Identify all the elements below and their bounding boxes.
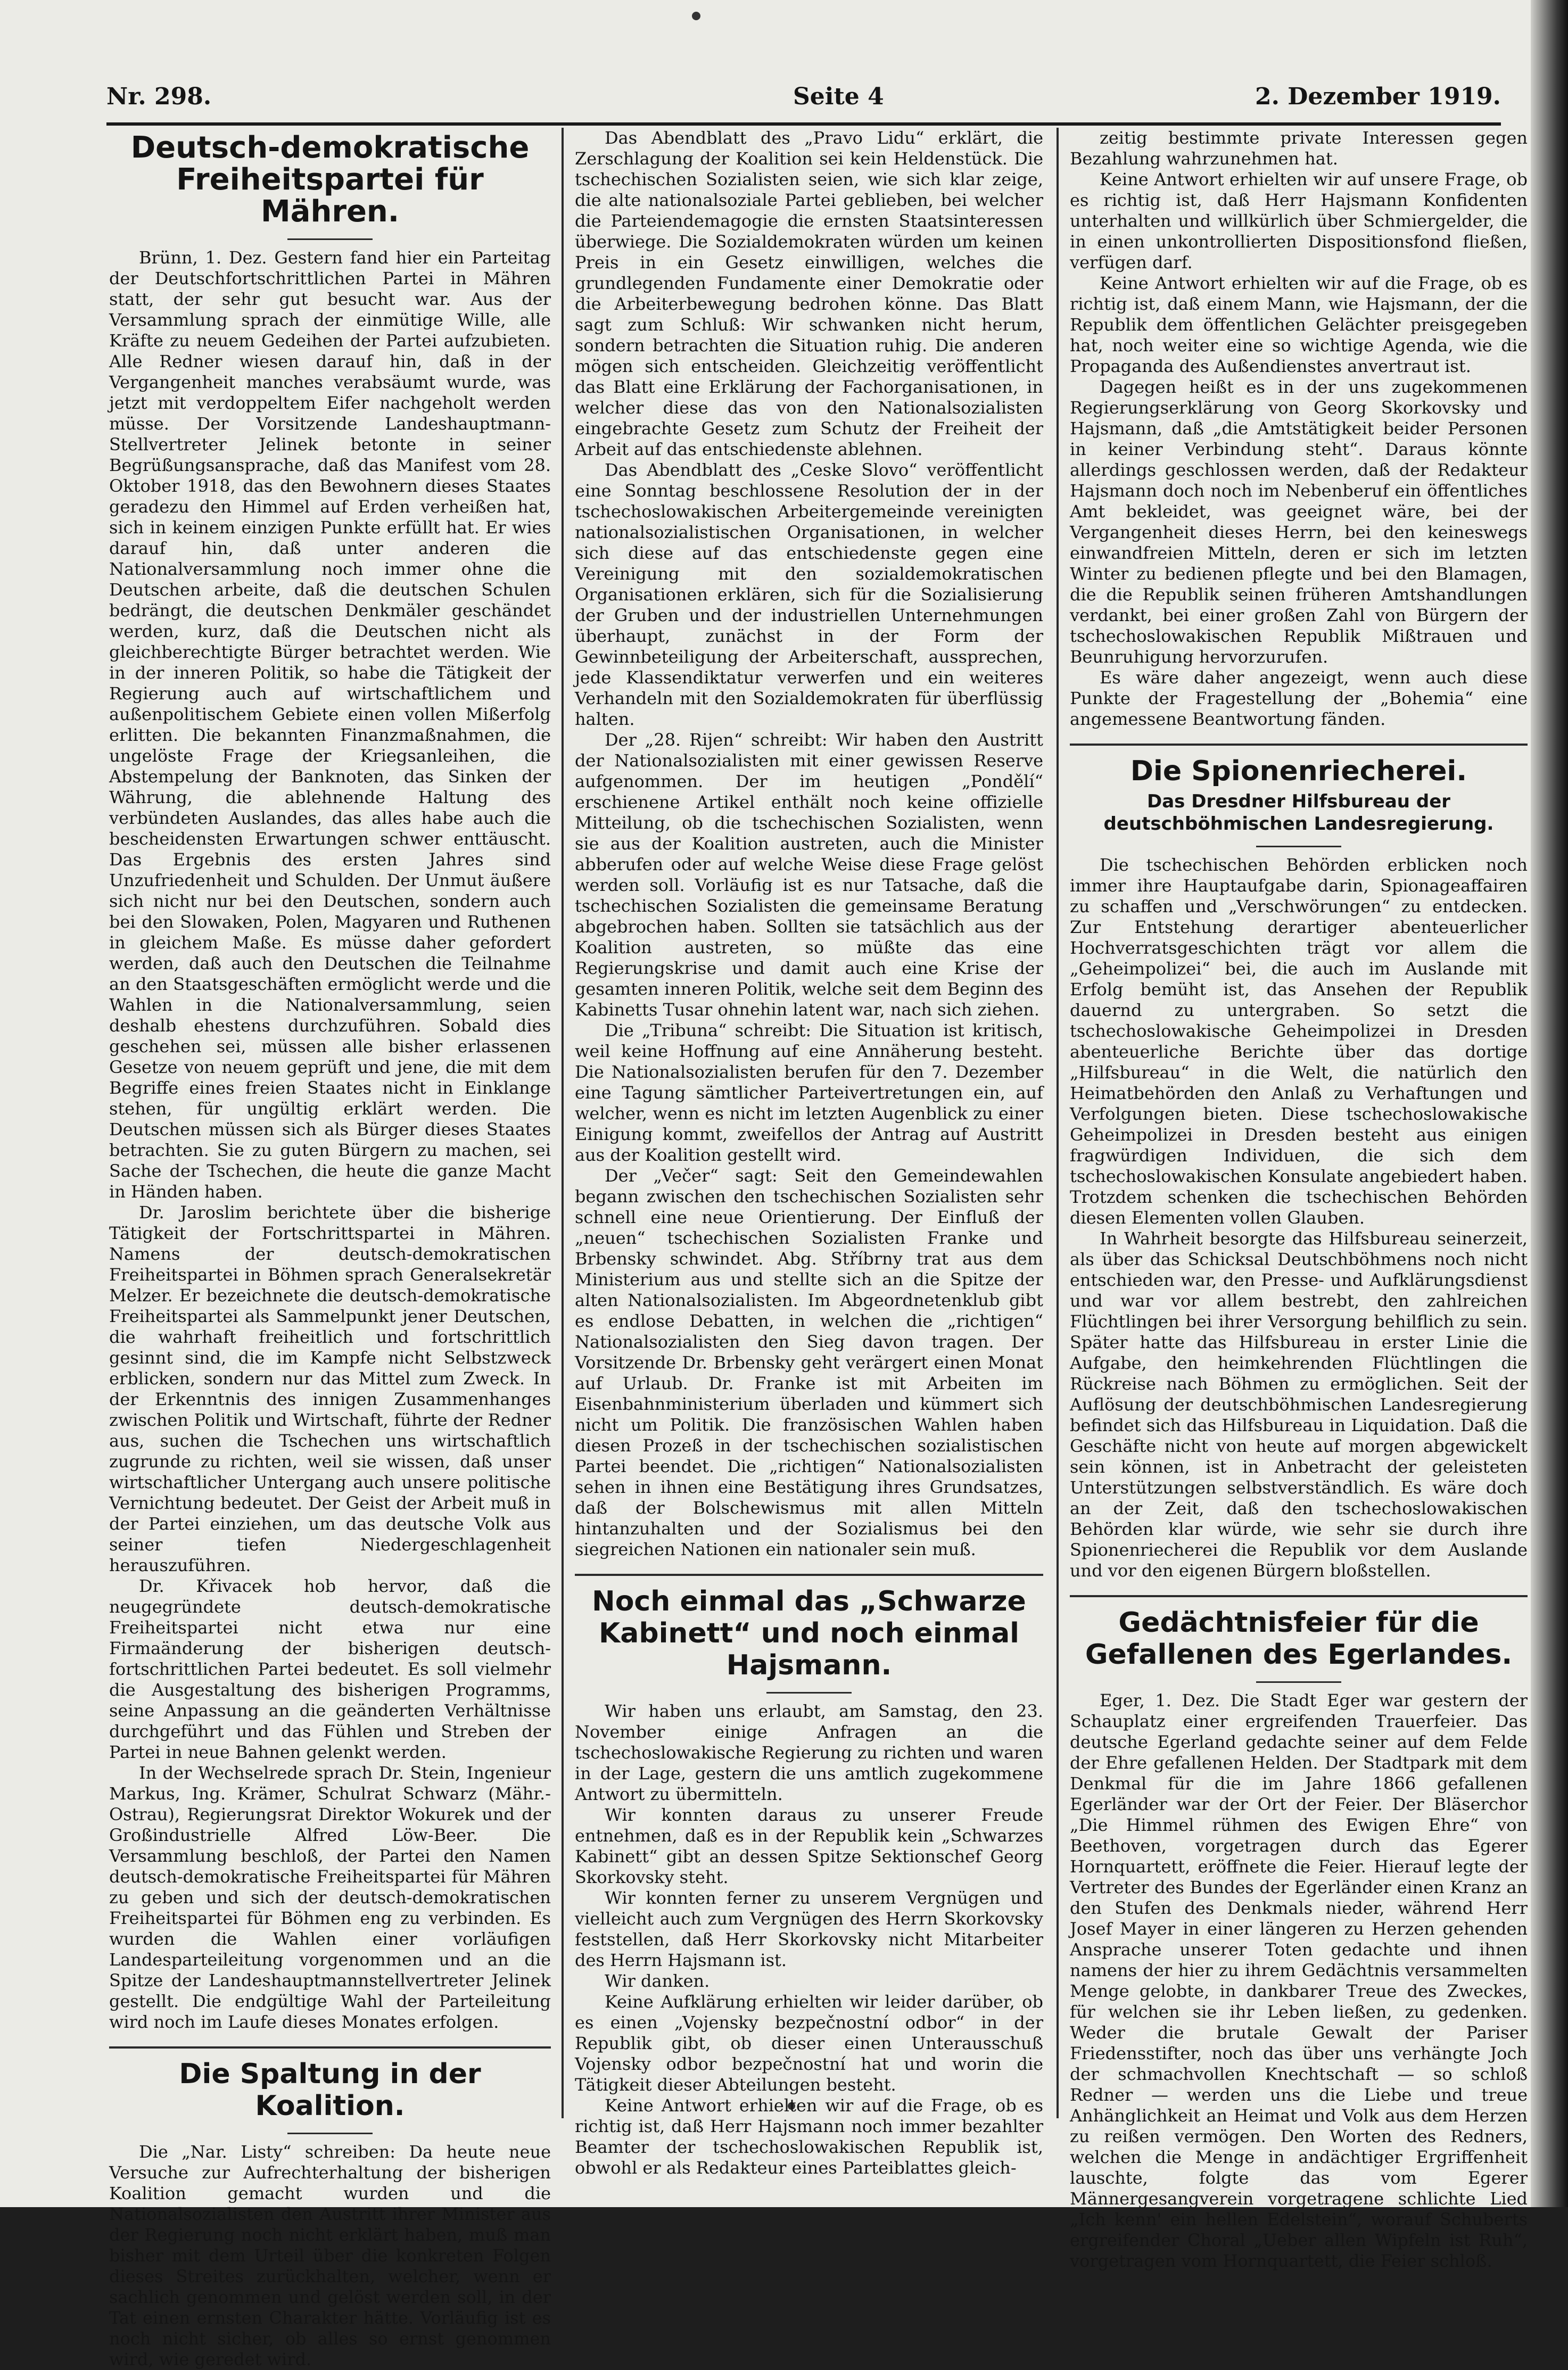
article-headline: Die Spionenriecherei. xyxy=(1130,755,1467,787)
article-paragraph: Das Abendblatt des „Ceske Slovo“ veröffentlicht eine Sonntag beschlossene Resolution der in der tschechoslowakischen Arbeitergemeinde vereinigten nationalsozialistischen Organisationen, in welcher sich diese auf das entschiedenste gegen eine Vereinigung mit den sozialdemokratischen Organisationen erklären, sich für die Sozialisierung der Gruben und der industriellen Unternehmungen überhaupt, zunächst in der Form der Gewinnbeteiligung der Arbeiterschaft, aussprechen, jede Klassendiktatur verwerfen und ein weiteres Verhandeln mit den Sozialdemokraten für überflüssig halten. xyxy=(575,460,1043,729)
separator xyxy=(1070,1595,1528,1597)
article-paragraph: Es wäre daher angezeigt, wenn auch diese Punkte der Fragestellung der „Bohemia“ eine angemessene Beantwortung fänden. xyxy=(1070,667,1528,729)
article-paragraph: In Wahrheit besorgte das Hilfsbureau seinerzeit, als über das Schicksal Deutschböhmens noch nicht entschieden war, den Presse- und Aufklärungsdienst und war vor allem bestrebt, den zahlreichen Flüchtlingen bei ihrer Versorgung behilflich zu sein. Später hatte das Hilfsbureau in erster Linie die Aufgabe, den heimkehrenden Flüchtlingen die Rückreise nach Böhmen zu ermöglichen. Seit der Auflösung der deutschböhmischen Landesregierung befindet sich das Hilfsbureau in Liquidation. Daß die Geschäfte nicht von heute auf morgen abgewickelt sein können, ist in Anbetracht der geleisteten Unterstützungen selbstverständlich. Es wäre doch an der Zeit, daß den tschechoslowakischen Behörden klar würde, wie sehr sie durch ihre Spionenriecherei die Republik vor dem Auslande und vor den eigenen Bürgern bloßstellen. xyxy=(1070,1228,1528,1581)
article-paragraph: Der „Večer“ sagt: Seit den Gemeindewahlen begann zwischen den tschechischen Sozialisten sehr schnell eine neue Orientierung. Der Einfluß der „neuen“ tschechischen Sozialisten Franke und Brbensky schwindet. Abg. Stříbrny trat aus dem Ministerium aus und stellte sich an die Spitze der alten Nationalsozialisten. Im Abgeordnetenklub gibt es endlose Debatten, in welchen die „richtigen“ Nationalsozialisten den Sieg davon tragen. Der Vorsitzende Dr. Brbensky geht verärgert einen Monat auf Urlaub. Dr. Franke ist mit Arbeiten im Eisenbahnministerium überladen und kümmert sich nicht um Politik. Die französischen Wahlen haben diesen Prozeß in der tschechischen sozialistischen Partei beendet. Die „richtigen“ Nationalsozialisten sehen in ihnen eine Bestätigung ihres Grundsatzes, daß der Bolschewismus mit allen Mitteln hintanzuhalten und der Sozialismus bei den siegreichen Nationen ein nationaler sein muß. xyxy=(575,1166,1043,1559)
separator xyxy=(109,2046,551,2049)
article-paragraph: Keine Aufklärung erhielten wir leider darüber, ob es einen „Vojensky bezpečnostní odbor“ in der Republik gibt, ob dieser einen Unterausschuß Vojensky odbor bezpečnostní hat und worin die Tätigkeit dieser Abteilungen besteht. xyxy=(575,1992,1043,2095)
column-2 xyxy=(575,128,1043,2178)
article-paragraph: Dr. Jaroslim berichtete über die bisherige Tätigkeit der Fortschrittspartei in Mähren. Namens der deutsch-demokratischen Freiheitspartei in Böhmen sprach Generalsekretär Melzer. Er bezeichnete die deutsch-demokratische Freiheitspartei als Sammelpunkt jener Deutschen, die wahrhaft freiheitlich und fortschrittlich gesinnt sind, die im Kampfe nicht Selbstzweck erblicken, sondern nur das Mittel zum Zweck. In der Erkenntnis des innigen Zusammenhanges zwischen Politik und Wirtschaft, führte der Redner aus, suchen die Tschechen uns wirtschaftlich zugrunde zu richten, weil sie wissen, daß unser wirtschaftlicher Untergang auch unsere politische Vernichtung bedeutet. Der Geist der Arbeit muß in der Partei einziehen, um das deutsche Volk aus seiner tiefen Niedergeschlagenheit herauszuführen. xyxy=(109,1202,551,1575)
article-paragraph: Brünn, 1. Dez. Gestern fand hier ein Parteitag der Deutschfortschrittlichen Partei in Mähren statt, der sehr gut besucht war. Aus der Versammlung sprach der einmütige Wille, alle Kräfte zu neuem Gedeihen der Partei aufzubieten. Alle Redner wiesen darauf hin, daß in der Vergangenheit manches verabsäumt wurde, was jetzt mit verdoppeltem Eifer nachgeholt werden müsse. Der Vorsitzende Landeshauptmann-Stellvertreter Jelinek betonte in seiner Begrüßungsansprache, daß das Manifest vom 28. Oktober 1918, das den Bewohnern dieses Staates geradezu den Himmel auf Erden verheißen hat, sich in keinem einzigen Punkte erfüllt hat. Er wies darauf hin, daß unter anderen die Nationalversammlung noch immer ohne die Deutschen arbeite, daß die deutschen Schulen bedrängt, die deutschen Denkmäler geschändet werden, kurz, daß die Deutschen nicht als gleichberechtigte Bürger betrachtet werden. Wie in der inneren Politik, so habe die Tätigkeit der Regierung auch auf wirtschaftlichem und außenpolitischem Gebiete einen vollen Mißerfolg erlitten. Die bekannten Finanzmaßnahmen, die ungelöste Frage der Kriegsanleihen, die Abstempelung der Banknoten, das Sinken der Währung, die ablehnende Haltung des verbündeten Auslandes, das alles habe auch die bescheidensten Erwartungen schwer enttäuscht. Das Ergebnis des ersten Jahres sind Unzufriedenheit und Schulden. Der Unmut äußere sich nicht nur bei den Deutschen, sondern auch bei den Slowaken, Polen, Magyaren und Ruthenen in gleichem Maße. Es müsse daher gefordert werden, daß auch den Deutschen die Teilnahme an den Staatsgeschäften ermöglicht werde und die Wahlen in die Nationalversammlung, seien deshalb ehestens durchzuführen. Sobald dies geschehen sei, müssen alle bisher erlassenen Gesetze von neuem geprüft und jene, die mit dem Begriffe eines freien Staates nicht in Einklange stehen, für ungültig erklärt werden. Die Deutschen müssen sich als Bürger dieses Staates betrachten. Sie zu guten Bürgern zu machen, sei Sache der Tschechen, die heute die ganze Macht in Händen haben. xyxy=(109,247,551,1202)
article-subheadline: Das Dresdner Hilfsbureau der deutschböhmischen Landesregierung. xyxy=(1103,791,1494,835)
article-paragraph: Wir haben uns erlaubt, am Samstag, den 23. November einige Anfragen an die tschechoslowakische Regierung zu richten und waren in der Lage, gestern die uns amtlich zugekommene Antwort zu übermitteln. xyxy=(575,1701,1043,1804)
separator xyxy=(1070,744,1528,746)
article-paragraph: Die „Nar. Listy“ schreiben: Da heute neue Versuche zur Aufrechterhaltung der bisherigen Koalition gemacht wurden und die Nationalsozialisten den Austritt ihrer Minister aus der Regierung noch nicht erklärt haben, muß man bisher mit dem Urteil über die konkreten Folgen dieses Streites zurückhalten, welcher, wenn er sachlich genommen und gelöst werden soll, in der Tat einen ernsten Charakter hätte. Vorläufig ist es noch nicht sicher, ob alles so ernst genommen wird, wie geredet wird. xyxy=(109,2142,551,2369)
article-paragraph: Wir konnten daraus zu unserer Freude entnehmen, daß es in der Republik kein „Schwarzes Kabinett“ gibt an dessen Spitze Sektionschef Georg Skorkovsky steht. xyxy=(575,1805,1043,1887)
issue-date: 2. Dezember 1919. xyxy=(1255,83,1501,110)
issue-number: Nr. 298. xyxy=(106,83,212,110)
separator xyxy=(1256,1681,1341,1683)
article-paragraph: Wir konnten ferner zu unserem Vergnügen und vielleicht auch zum Vergnügen des Herrn Skorkovsky feststellen, daß Herr Skorkovsky nicht Mitarbeiter des Herrn Hajsmann ist. xyxy=(575,1888,1043,1970)
article-paragraph: Die tschechischen Behörden erblicken noch immer ihre Hauptaufgabe darin, Spionageaffairen zu schaffen und „Verschwörungen“ zu entdecken. Zur Entstehung derartiger abenteuerlicher Hochverratsgeschichten trägt vor allem die „Geheimpolizei“ bei, die auch im Auslande mit Erfolg bemüht ist, das Ansehen der Republik dauernd zu untergraben. So setzt die tschechoslowakische Geheimpolizei in Dresden abenteuerliche Berichte über das dortige „Hilfsbureau“ in die Welt, die natürlich den Heimatbehörden den Anlaß zu Verhaftungen und Verfolgungen bieten. Diese tschechoslowakische Geheimpolizei in Dresden besteht aus einigen fragwürdigen Individuen, die sich dem tschechoslowakischen Konsulate angebiedert haben. Trotzdem schenken die tschechischen Behörden diesen Elementen vollen Glauben. xyxy=(1070,855,1528,1228)
article-paragraph: Keine Antwort erhielten wir auf unsere Frage, ob es richtig ist, daß Herr Hajsmann Konfidenten unterhalten und willkürlich über Schmiergelder, die in einen unkontrollierten Dispositionsfond fließen, verfügen darf. xyxy=(1070,169,1528,272)
column-3 xyxy=(1070,128,1528,2271)
column-rule xyxy=(1057,128,1059,2118)
article-paragraph: In der Wechselrede sprach Dr. Stein, Ingenieur Markus, Ing. Krämer, Schulrat Schwarz (Mähr.-Ostrau), Regierungsrat Direktor Wokurek und der Großindustrielle Alfred Löw-Beer. Die Versammlung beschloß, der Partei den Namen deutsch-demokratische Freiheitspartei für Mähren zu geben und sich der deutsch-demokratischen Freiheitspartei für Böhmen eng zu verbinden. Es wurden die Wahlen einer vorläufigen Landesparteileitung vorgenommen und an die Spitze der Landeshauptmannstellvertreter Jelinek gestellt. Die endgültige Wahl der Parteileitung wird noch im Laufe dieses Monates erfolgen. xyxy=(109,1763,551,2032)
article-paragraph: Wir danken. xyxy=(605,1971,710,1991)
article-paragraph: zeitig bestimmte private Interessen gegen Bezahlung wahrzunehmen hat. xyxy=(1070,128,1528,169)
separator xyxy=(575,1574,1043,1576)
article-headline: Deutsch-demokratische Freiheitspartei für Mähren. xyxy=(130,130,530,229)
page-number: Seite 4 xyxy=(793,83,884,110)
article-paragraph: Das Abendblatt des „Pravo Lidu“ erklärt, die Zerschlagung der Koalition sei kein Heldenstück. Die tschechischen Sozialisten seien, wie sich klar zeige, die alte nationalsoziale Partei geblieben, bei welcher die Parteiendemagogie die ernsten Staatsinteressen überwiege. Die Sozialdemokraten würden um keinen Preis in ein Gesetz einwilligen, welches die grundlegenden Fundamente einer Demokratie oder die Arbeiterbewegung bedrohen könne. Das Blatt sagt zum Schluß: Wir schwanken nicht herum, sondern betrachten die Situation ruhig. Die anderen mögen sich entscheiden. Gleichzeitig veröffentlicht das Blatt eine Erklärung der Fachorganisationen, in welcher diese das von den Nationalsozialisten eingebrachte Gesetz zum Schutz der Freiheit der Arbeit auf das entschiedenste ablehnen. xyxy=(575,128,1043,459)
article-headline: Die Spaltung in der Koalition. xyxy=(179,2058,481,2122)
page-edge-shadow xyxy=(1531,0,1568,2207)
separator xyxy=(287,2133,373,2134)
article-paragraph: Keine Antwort erhielten wir auf die Frage, ob es richtig ist, daß Herr Hajsmann noch immer bezahlter Beamter der tschechoslowakischen Republik ist, obwohl er als Redakteur eines Parteiblattes gleich- xyxy=(575,2095,1043,2178)
column-rule xyxy=(562,128,564,2118)
article-paragraph: Der „28. Rijen“ schreibt: Wir haben den Austritt der Nationalsozialisten mit einer gewissen Reserve aufgenommen. Der im heutigen „Pondělí“ erschienene Artikel enthält noch keine offizielle Mitteilung, ob die tschechischen Sozialisten, wenn sie aus der Koalition austreten, auch die Minister abberufen oder auf welche Weise diese Frage gelöst werden soll. Vorläufig ist es nur Tatsache, daß die tschechischen Sozialisten die gemeinsame Beratung abgebrochen haben. Sollten sie tatsächlich aus der Koalition austreten, so müßte das eine Regierungskrise und damit auch eine Krise der gesamten inneren Politik, welche seit dem Beginn des Kabinetts Tusar ohnehin latent war, nach sich ziehen. xyxy=(575,730,1043,1020)
separator xyxy=(1256,846,1341,847)
article-paragraph: Eger, 1. Dez. Die Stadt Eger war gestern der Schauplatz einer ergreifenden Trauerfeier. Das deutsche Egerland gedachte seiner auf dem Felde der Ehre gefallenen Helden. Der Stadtpark mit dem Denkmal für die im Jahre 1866 gefallenen Egerländer war der Ort der Feier. Der Bläserchor „Die Himmel rühmen des Ewigen Ehre“ von Beethoven, vorgetragen durch das Egerer Hornquartett, eröffnete die Feier. Hierauf legte der Vertreter des Bundes der Egerländer einen Kranz an den Stufen des Denkmals nieder, während Herr Josef Mayer in einer längeren zu Herzen gehenden Ansprache unserer Toten gedachte und ihnen namens der hier zu ihrem Gedächtnis versammelten Menge gelobte, in dankbarer Treue des Zweckes, für welchen sie ihr Leben ließen, zu gedenken. Weder die brutale Gewalt der Pariser Friedensstifter, noch das über uns verhängte Joch der schmachvollen Knechtschaft — so schloß Redner — werden uns die Liebe und treue Anhänglichkeit an Heimat und Volk aus dem Herzen zu reißen vermögen. Den Worten des Redners, welchen die Menge in andächtiger Ergriffenheit lauschte, folgte das vom Egerer Männergesangverein vorgetragene schlichte Lied „Ich kenn' ein hellen Edelstein“, worauf Schuberts ergreifender Choral „Ueber allen Wipfeln ist Ruh“, vorgetragen vom Hornquartett, die Feier schloß. xyxy=(1070,1690,1528,2271)
page-header xyxy=(106,80,1501,126)
article-paragraph: Dagegen heißt es in der uns zugekommenen Regierungserklärung von Georg Skorkovsky und Hajsmann, daß „die Amtstätigkeit beider Personen in keiner Verbindung steht“. Daraus könnte allerdings geschlossen werden, daß der Redakteur Hajsmann doch noch im Nebenberuf ein öffentliches Amt bekleidet, was geeignet wäre, bei der Vergangenheit dieses Herrn, bei den keineswegs einwandfreien Mitteln, deren er sich im letzten Winter zu bedienen pflegte und bei den Blamagen, die die Republik seinen früheren Amtshandlungen verdankt, bei einer großen Zahl von Bürgern der tschechoslowakischen Republik Mißtrauen und Beunruhigung hervorzurufen. xyxy=(1070,377,1528,667)
article-headline: Noch einmal das „Schwarze Kabinett“ und noch einmal Hajsmann. xyxy=(592,1585,1026,1681)
article-paragraph: Dr. Křivacek hob hervor, daß die neugegründete deutsch-demokratische Freiheitspartei nicht etwa nur eine Firmaänderung der bisherigen deutsch-fortschrittlichen Partei bedeutet. Es soll vielmehr die Ausgestaltung des bisherigen Programms, seine Anpassung an die geänderten Verhältnisse durchgeführt und das Fühlen und Streben der Partei in neue Bahnen gelenkt werden. xyxy=(109,1576,551,1762)
separator xyxy=(766,1692,852,1694)
article-paragraph: Die „Tribuna“ schreibt: Die Situation ist kritisch, weil keine Hoffnung auf eine Annäherung besteht. Die Nationalsozialisten berufen für den 7. Dezember eine Tagung sämtlicher Parteivertretungen ein, auf welcher, wenn es nicht im letzten Augenblick zu einer Einigung kommt, zweifellos der Antrag auf Austritt aus der Koalition gestellt wird. xyxy=(575,1020,1043,1165)
column-1 xyxy=(109,128,551,2369)
separator xyxy=(287,238,373,240)
article-headline: Gedächtnisfeier für die Gefallenen des Egerlandes. xyxy=(1085,1607,1513,1671)
ink-dot xyxy=(692,12,700,20)
article-paragraph: Keine Antwort erhielten wir auf die Frage, ob es richtig ist, daß einem Mann, wie Hajsmann, der die Republik dem öffentlichen Gelächter preisgegeben hat, noch weiter eine so wichtige Agenda, wie die Propaganda des Außendienstes anvertraut ist. xyxy=(1070,273,1528,376)
